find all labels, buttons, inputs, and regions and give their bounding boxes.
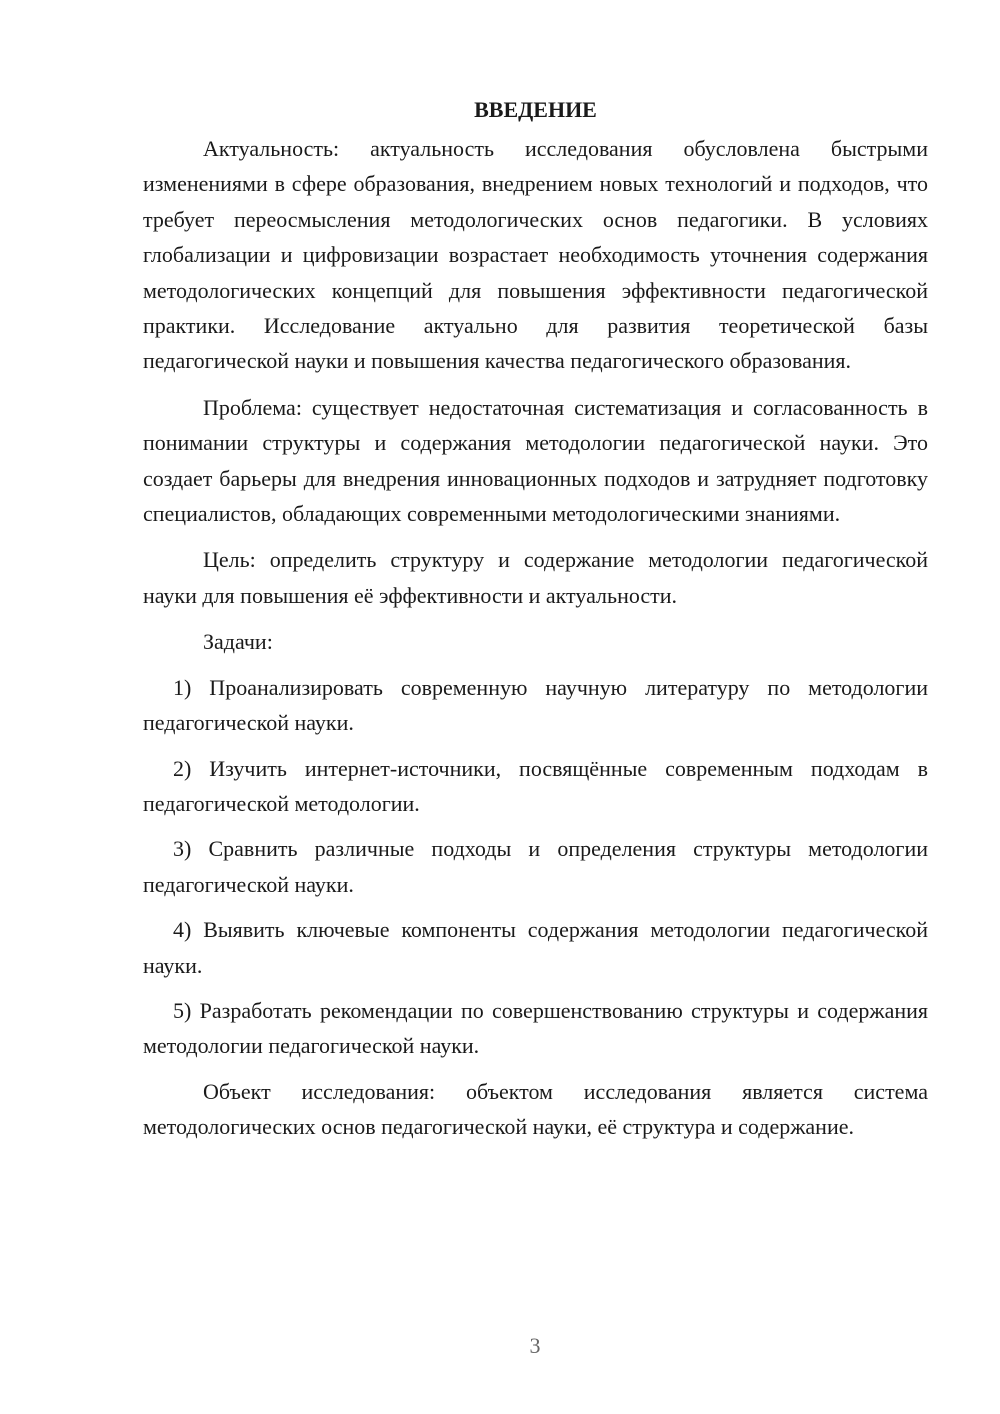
- task-item-2: 2) Изучить интернет-источники, посвящённые современным подходам в педагогической методологии.: [143, 755, 928, 816]
- task-item-1: 1) Проанализировать современную научную литературу по методологии педагогической науки.: [143, 674, 928, 736]
- goal-paragraph: Цель: определить структуру и содержание методологии педагогической науки для повышения её эффективности и актуальности.: [143, 547, 928, 608]
- page-content: [143, 92, 928, 1156]
- task-item-4: 4) Выявить ключевые компоненты содержания методологии педагогической науки.: [143, 917, 928, 978]
- tasks-list: [143, 670, 928, 1064]
- object-paragraph: Объект исследования: объектом исследования является система методологических основ педагогической науки, её структура и содержание.: [143, 1078, 928, 1140]
- task-item-3: 3) Сравнить различные подходы и определения структуры методологии педагогической науки.: [143, 836, 928, 897]
- section-heading: ВВЕДЕНИЕ: [474, 97, 597, 122]
- tasks-label: Задачи:: [203, 629, 273, 655]
- relevance-paragraph: Актуальность: актуальность исследования обусловлена быстрыми изменениями в сфере образования, внедрением новых технологий и подходов, что требует переосмысления методологических основ педагогики. В условиях глобализации и цифровизации возрастает необходимость уточнения содержания методологических концепций для повышения эффективности педагогической практики. Исследование актуально для развития теоретической базы педагогической науки и повышения качества педагогического образования.: [143, 136, 928, 374]
- task-item-5: 5) Разработать рекомендации по совершенствованию структуры и содержания методологии педагогической науки.: [143, 997, 928, 1059]
- page-number: 3: [529, 1333, 541, 1358]
- problem-paragraph: Проблема: существует недостаточная систематизация и согласованность в понимании структуры и содержания методологии педагогической науки. Это создает барьеры для внедрения инновационных подходов и затрудняет подготовку специалистов, обладающих современными методологическими знаниями.: [143, 394, 928, 527]
